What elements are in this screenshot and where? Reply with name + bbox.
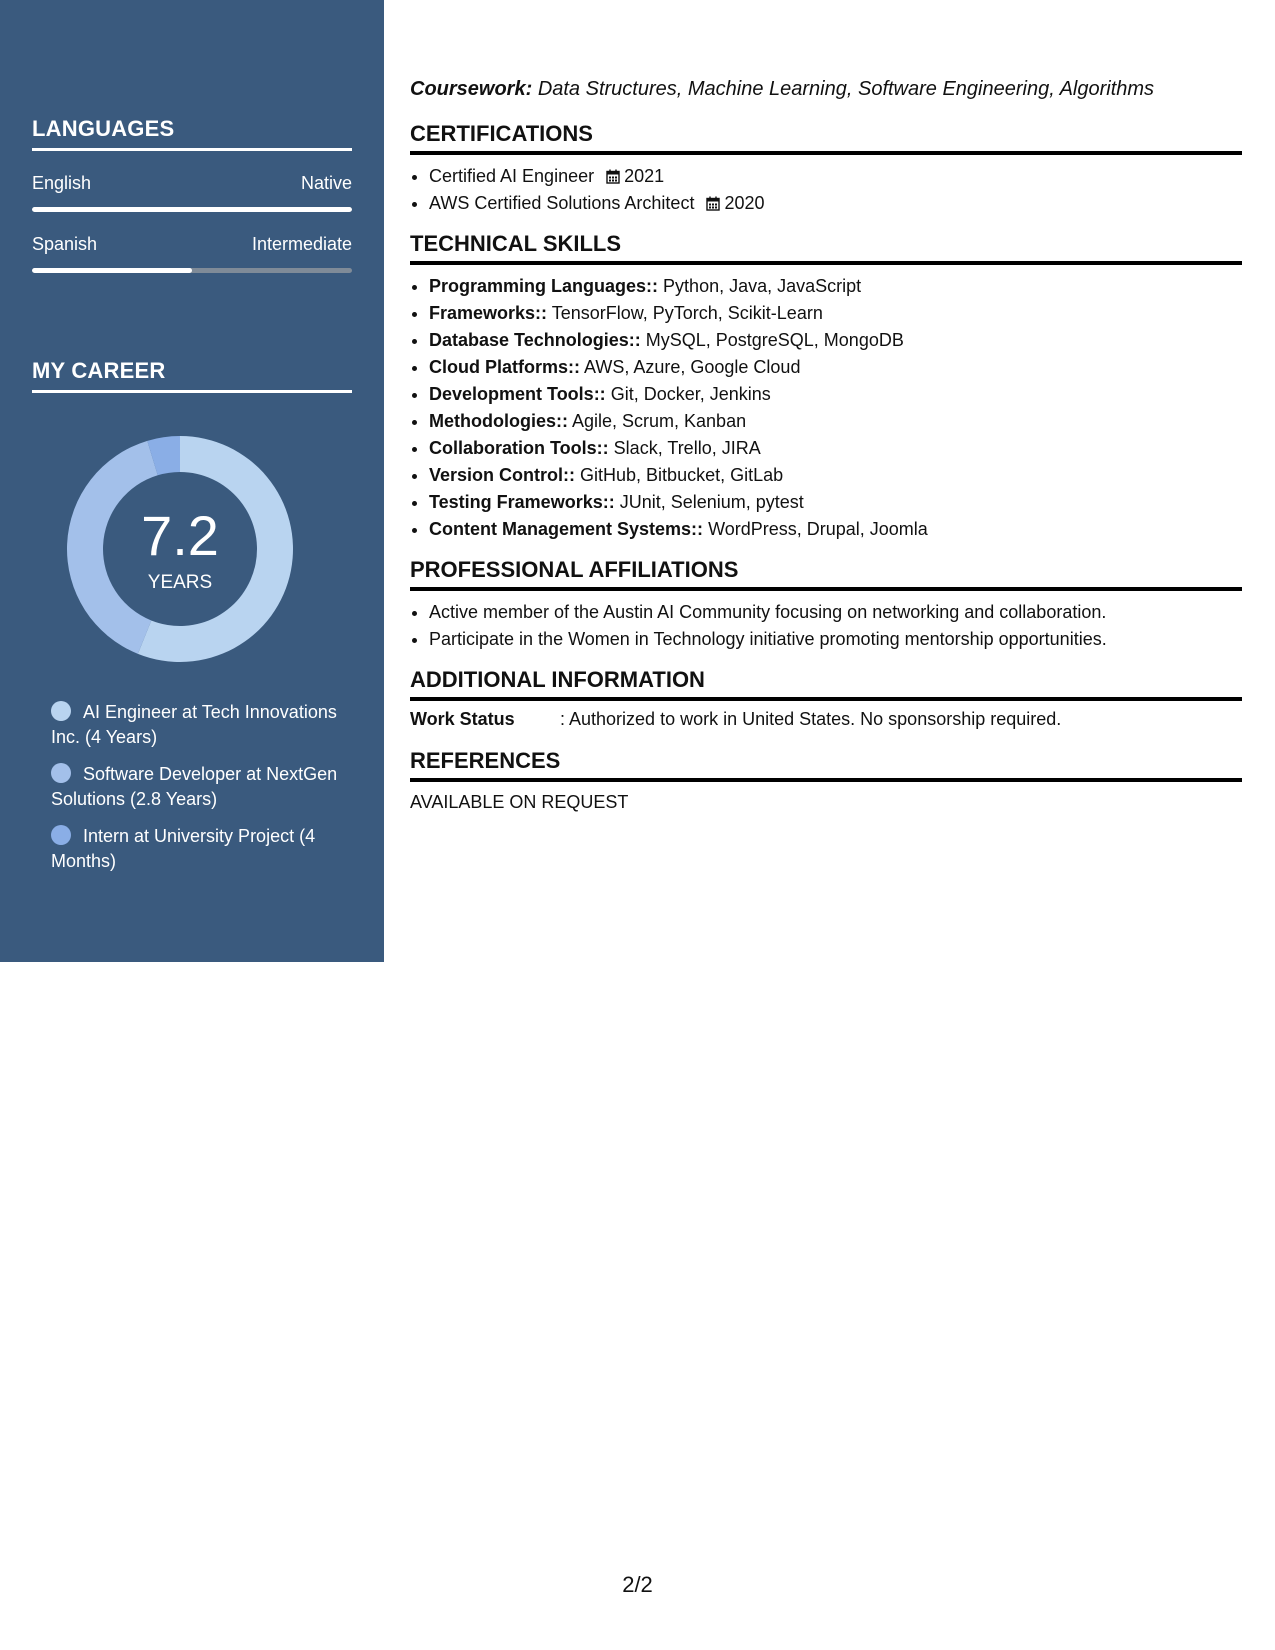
skill-category: Testing Frameworks:: <box>429 492 615 512</box>
language-row <box>32 173 352 194</box>
skill-values: GitHub, Bitbucket, GitLab <box>580 465 784 485</box>
affiliation-item: • Active member of the Austin AI Community focusing on networking and collaboration. <box>429 599 1242 626</box>
certification-name: AWS Certified Solutions Architect <box>429 193 695 213</box>
additional-title: ADDITIONAL INFORMATION <box>410 667 1242 701</box>
skill-item <box>429 354 1242 381</box>
work-status-value: : Authorized to work in United States. No sponsorship required. <box>560 709 1062 729</box>
career-legend <box>51 700 341 886</box>
skill-item <box>429 489 1242 516</box>
main-content <box>410 78 1242 813</box>
language-name: English <box>32 173 92 193</box>
calendar-icon <box>706 192 720 207</box>
career-legend-item <box>51 700 341 750</box>
skills-list <box>410 273 1242 543</box>
languages-list <box>32 173 352 273</box>
skill-category: Programming Languages:: <box>429 276 659 296</box>
skill-item <box>429 327 1242 354</box>
skill-values: AWS, Azure, Google Cloud <box>584 357 801 377</box>
skill-values: JUnit, Selenium, pytest <box>619 492 804 512</box>
certification-name: Certified AI Engineer <box>429 166 595 186</box>
skill-category: Database Technologies:: <box>429 330 641 350</box>
skill-item <box>429 462 1242 489</box>
coursework-label: Coursework: <box>410 78 533 100</box>
skill-category: Frameworks:: <box>429 303 548 323</box>
legend-dot-icon <box>51 825 71 845</box>
legend-dot-icon <box>51 763 71 783</box>
career-role-label: AI Engineer at Tech Innovations Inc. (4 Years) <box>51 702 337 747</box>
certifications-title: CERTIFICATIONS <box>410 121 1242 155</box>
language-level: Intermediate <box>251 234 352 254</box>
certification-year: 2020 <box>724 193 765 213</box>
legend-dot-icon <box>51 701 71 721</box>
career-total-unit: YEARS <box>147 572 213 593</box>
skill-category: Development Tools:: <box>429 384 606 404</box>
certification-item <box>429 190 1242 217</box>
skill-values: Python, Java, JavaScript <box>663 276 862 296</box>
coursework-text: Data Structures, Machine Learning, Software Engineering, Algorithms <box>537 78 1155 100</box>
skill-values: Slack, Trello, JIRA <box>613 438 761 458</box>
career-heading: MY CAREER <box>32 358 352 393</box>
career-role-label: Software Developer at NextGen Solutions (2.8 Years) <box>51 764 338 809</box>
skill-item <box>429 516 1242 543</box>
certifications-list <box>410 163 1242 217</box>
skill-item <box>429 408 1242 435</box>
career-role-label: Intern at University Project (4 Months) <box>51 826 316 871</box>
language-proficiency-bar <box>32 207 352 212</box>
skill-category: Cloud Platforms:: <box>429 357 580 377</box>
references-title: REFERENCES <box>410 748 1242 782</box>
skill-values: MySQL, PostgreSQL, MongoDB <box>645 330 904 350</box>
references-text: AVAILABLE ON REQUEST <box>410 792 629 812</box>
certification-item <box>429 163 1242 190</box>
skill-category: Collaboration Tools:: <box>429 438 609 458</box>
skill-item <box>429 273 1242 300</box>
skill-category: Methodologies:: <box>429 411 568 431</box>
career-donut-chart <box>67 436 293 662</box>
language-proficiency-bar <box>32 268 352 273</box>
skills-title: TECHNICAL SKILLS <box>410 231 1242 265</box>
language-proficiency-fill <box>32 268 192 273</box>
career-legend-item <box>51 824 341 874</box>
skill-values: Agile, Scrum, Kanban <box>572 411 747 431</box>
page-number: 2/2 <box>622 1572 653 1597</box>
languages-section <box>32 116 352 273</box>
affiliations-title: PROFESSIONAL AFFILIATIONS <box>410 557 1242 591</box>
work-status-label: Work Status <box>410 709 515 729</box>
affiliation-item: • Participate in the Women in Technology initiative promoting mentorship opportunities. <box>429 626 1242 653</box>
skill-values: TensorFlow, PyTorch, Scikit-Learn <box>551 303 823 323</box>
coursework <box>410 78 1242 101</box>
skill-values: Git, Docker, Jenkins <box>610 384 771 404</box>
skill-item <box>429 381 1242 408</box>
certification-year: 2021 <box>624 166 665 186</box>
skill-category: Content Management Systems:: <box>429 519 704 539</box>
career-legend-item <box>51 762 341 812</box>
skill-item <box>429 435 1242 462</box>
skill-category: Version Control:: <box>429 465 576 485</box>
language-name: Spanish <box>32 234 98 254</box>
work-status-row <box>410 709 1242 730</box>
language-level: Native <box>300 173 352 193</box>
calendar-icon <box>606 165 620 180</box>
skill-item <box>429 300 1242 327</box>
language-proficiency-fill <box>32 207 352 212</box>
languages-heading: LANGUAGES <box>32 116 352 151</box>
skill-values: WordPress, Drupal, Joomla <box>708 519 928 539</box>
language-row <box>32 234 352 255</box>
affiliations-list <box>410 599 1242 653</box>
sidebar <box>0 0 384 962</box>
donut-center <box>67 436 293 662</box>
career-total-years: 7.2 <box>141 504 219 567</box>
career-section <box>32 358 352 393</box>
